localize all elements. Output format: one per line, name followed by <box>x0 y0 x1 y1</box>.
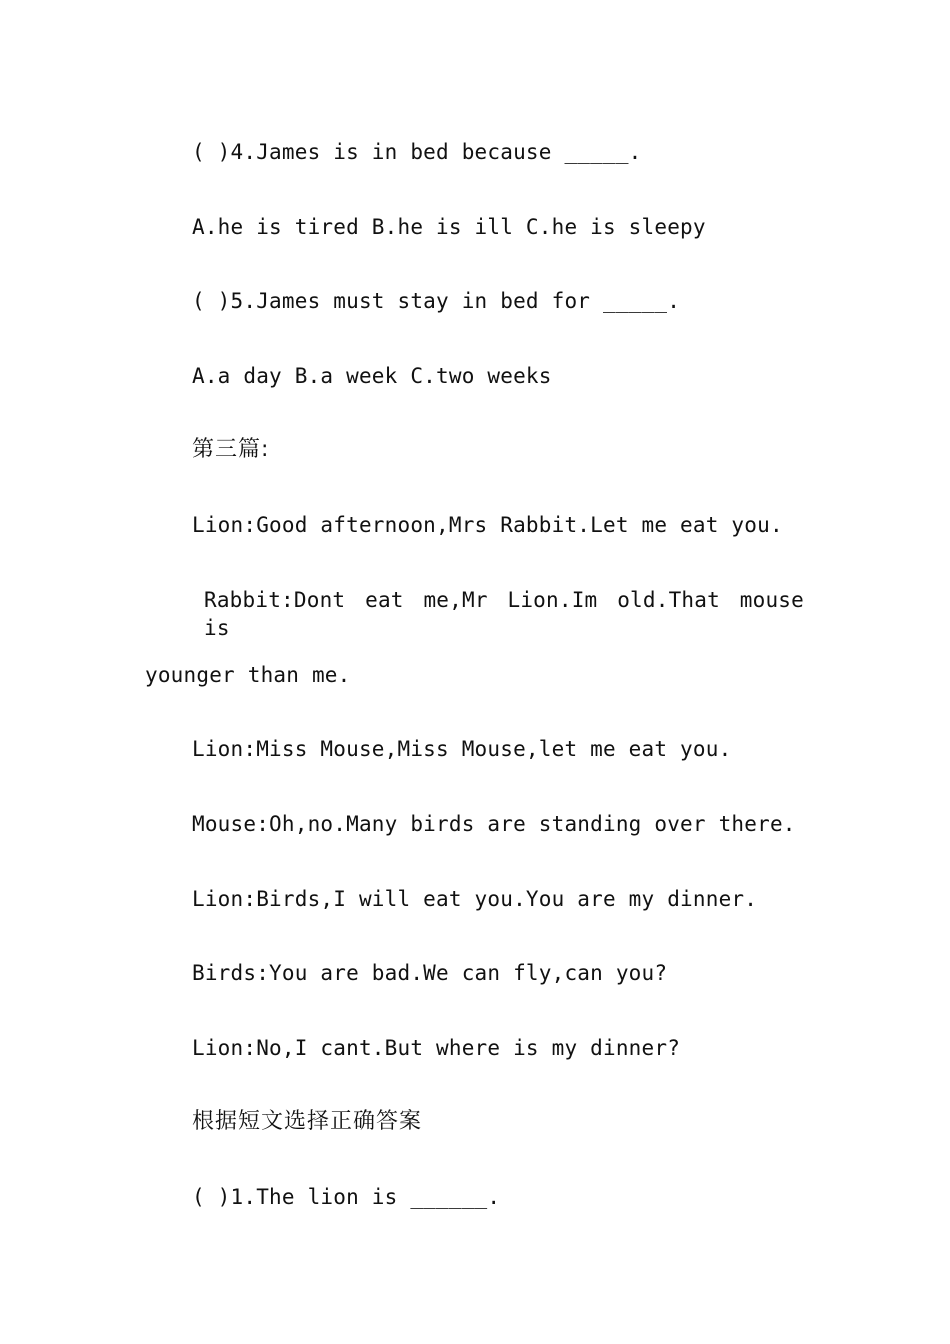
dialogue-line-rabbit: Rabbit:Dont eat me,Mr Lion.Im old.That mouse is <box>204 588 804 640</box>
question-5-options: A.a day B.a week C.two weeks <box>192 364 552 388</box>
dialogue-line-lion-3: Lion:Birds,I will eat you.You are my dinner. <box>192 887 758 911</box>
dialogue-line-lion-4: Lion:No,I cant.But where is my dinner? <box>192 1036 681 1060</box>
question-5: ( )5.James must stay in bed for _____. <box>192 289 681 313</box>
question-4: ( )4.James is in bed because _____. <box>192 140 642 164</box>
dialogue-line-lion-2: Lion:Miss Mouse,Miss Mouse,let me eat you. <box>192 737 732 761</box>
section-heading-passage-3: 第三篇: <box>192 437 270 462</box>
question-1: ( )1.The lion is ______. <box>192 1185 501 1209</box>
instruction-heading: 根据短文选择正确答案 <box>192 1109 423 1134</box>
dialogue-line-birds: Birds:You are bad.We can fly,can you? <box>192 961 668 985</box>
dialogue-line-lion-1: Lion:Good afternoon,Mrs Rabbit.Let me eat you. <box>192 513 783 537</box>
question-4-options: A.he is tired B.he is ill C.he is sleepy <box>192 215 706 239</box>
dialogue-line-rabbit-continued: younger than me. <box>145 663 351 687</box>
dialogue-line-mouse: Mouse:Oh,no.Many birds are standing over there. <box>192 812 796 836</box>
